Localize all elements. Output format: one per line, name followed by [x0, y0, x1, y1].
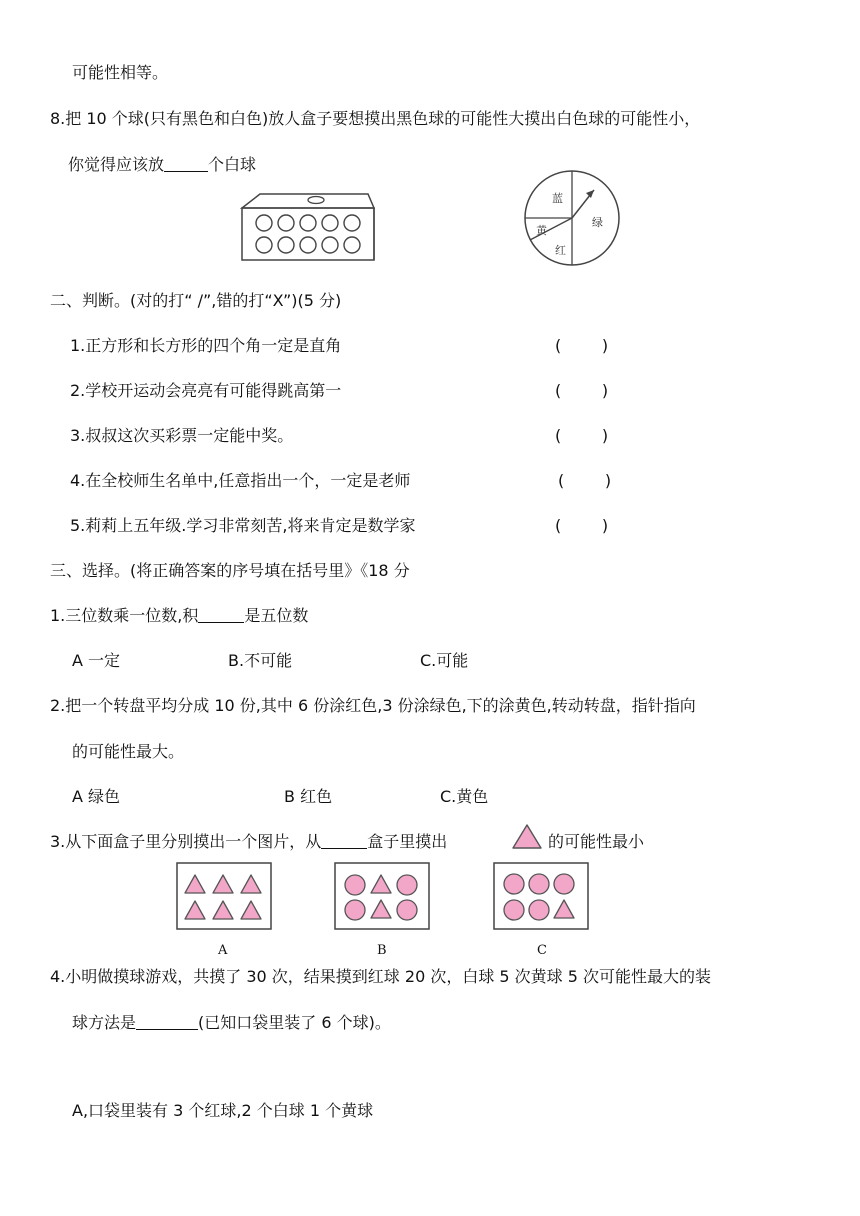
box-a: [176, 862, 274, 932]
q4-answer-blank[interactable]: [136, 1013, 198, 1030]
q1-answer-blank[interactable]: [198, 606, 244, 623]
q2-option-a[interactable]: A 绿色: [72, 787, 121, 806]
spinner-illustration: [522, 168, 622, 268]
q1-option-b[interactable]: B.不可能: [228, 651, 293, 670]
judge-item-2: 2.学校开运动会亮亮有可能得跳高第一: [70, 381, 342, 400]
q8-line1: 8.把 10 个球(只有黑色和白色)放人盒子要想摸出黑色球的可能性大摸出白色球的可能性小，: [50, 109, 701, 128]
triangle-icon: [510, 822, 544, 852]
box-b-label: B: [377, 943, 387, 958]
judge-answer-1[interactable]: ( ): [555, 336, 609, 355]
q3-answer-blank[interactable]: [321, 832, 367, 849]
spinner-label-blue: 蓝: [552, 192, 563, 205]
judge-answer-3[interactable]: ( ): [555, 426, 609, 445]
q4-option-a[interactable]: A,口袋里装有 3 个红球,2 个白球 1 个黄球: [72, 1101, 374, 1120]
choice-q3-tail: 的可能性最小: [548, 832, 645, 851]
judge-answer-4[interactable]: ( ): [558, 471, 612, 490]
choice-q1: 1.三位数乘一位数,积 是五位数: [50, 606, 309, 625]
spinner-label-green: 绿: [592, 216, 603, 229]
box-a-label: A: [218, 943, 228, 958]
judge-answer-2[interactable]: ( ): [555, 381, 609, 400]
spinner-label-yellow: 黄: [536, 224, 547, 237]
q2-option-c[interactable]: C.黄色: [440, 787, 489, 806]
q2-option-b[interactable]: B 红色: [284, 787, 333, 806]
q1-option-c[interactable]: C.可能: [420, 651, 469, 670]
ball-box-illustration: [240, 192, 380, 264]
q8-answer-blank[interactable]: [164, 155, 208, 172]
continued-line: 可能性相等。: [72, 63, 169, 82]
choice-q4-line1: 4.小明做摸球游戏，共摸了 30 次，结果摸到红球 20 次，白球 5 次黄球 5 次可能性最大的装: [50, 967, 712, 986]
choice-q4-line2: 球方法是 (已知口袋里装了 6 个球)。: [72, 1013, 391, 1032]
judge-item-3: 3.叔叔这次买彩票一定能中奖。: [70, 426, 294, 445]
section2-heading: 二、判断。(对的打“ /”,错的打“X”)(5 分): [50, 291, 342, 310]
section3-heading: 三、选择。(将正确答案的序号填在括号里》《18 分: [50, 561, 410, 580]
choice-q3: 3.从下面盒子里分别摸出一个图片，从 盒子里摸出: [50, 832, 448, 851]
judge-answer-5[interactable]: ( ): [555, 516, 609, 535]
spinner-label-red: 红: [555, 244, 566, 257]
q1-option-a[interactable]: A 一定: [72, 651, 121, 670]
choice-q2-line2: 的可能性最大。: [72, 742, 185, 761]
box-c-label: C: [537, 943, 547, 958]
judge-item-1: 1.正方形和长方形的四个角一定是直角: [70, 336, 342, 355]
q8-line2: 你觉得应该放 个白球: [68, 155, 257, 174]
choice-q2-line1: 2.把一个转盘平均分成 10 份,其中 6 份涂红色,3 份涂绿色,下的涂黄色,转动转盘，指针指向: [50, 696, 696, 715]
judge-item-4: 4.在全校师生名单中,任意指出一个，一定是老师: [70, 471, 411, 490]
judge-item-5: 5.莉莉上五年级.学习非常刻苦,将来肯定是数学家: [70, 516, 416, 535]
box-c: [493, 862, 591, 932]
box-b: [334, 862, 432, 932]
